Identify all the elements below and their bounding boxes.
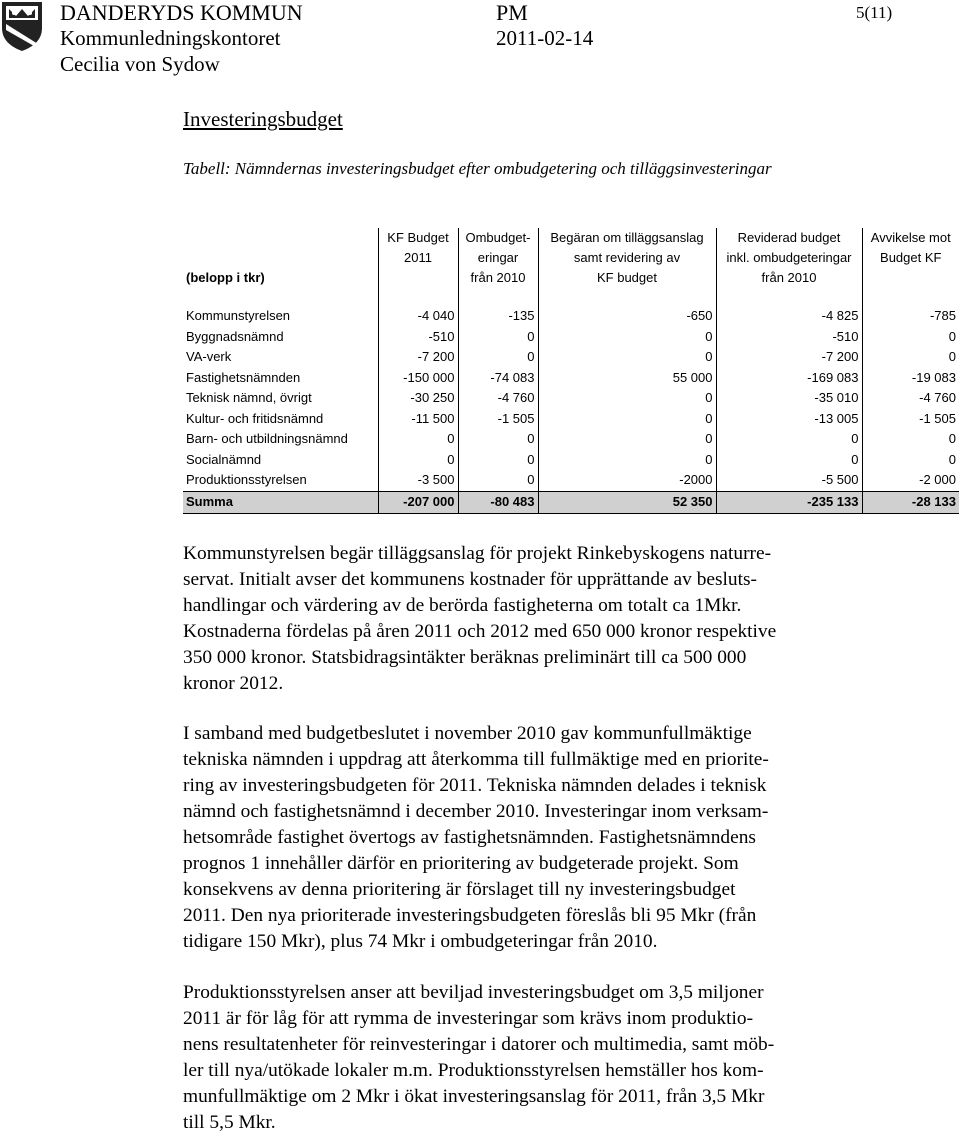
table-cell: 0 xyxy=(538,429,716,450)
author-name: Cecilia von Sydow xyxy=(60,52,220,76)
paragraph-line: till 5,5 Mkr. xyxy=(183,1112,276,1133)
organization-name: DANDERYDS KOMMUN xyxy=(60,0,303,25)
column-header-line: KF Budget xyxy=(387,230,449,245)
section-title: Investeringsbudget xyxy=(183,107,343,131)
table-cell: -510 xyxy=(378,327,458,348)
paragraph-line: ring av investeringsbudgeten för 2011. Tekniska nämnden delades i teknisk xyxy=(183,775,767,796)
table-cell: 55 000 xyxy=(538,368,716,389)
paragraph-line: prognos 1 innehåller därför en prioritering av budgeterade projekt. Som xyxy=(183,853,739,874)
table-cell: 52 350 xyxy=(538,491,716,513)
table-cell: 0 xyxy=(378,429,458,450)
municipal-crest-logo xyxy=(0,0,44,52)
paragraph-line: 2011 är för låg för att rymma de investeringar som krävs inom produktio- xyxy=(183,1008,754,1029)
table-cell: 0 xyxy=(458,450,538,471)
column-header-line: Budget KF xyxy=(880,250,942,265)
department-name: Kommunledningskontoret xyxy=(60,26,281,50)
column-header-line: Begäran om tilläggsanslag xyxy=(550,230,704,245)
table-row xyxy=(183,388,959,409)
investment-budget-table-wrapper xyxy=(183,228,959,514)
table-cell: -150 000 xyxy=(378,368,458,389)
table-caption: Tabell: Nämndernas investeringsbudget efter ombudgetering och tilläggsinvesteringar xyxy=(183,159,772,178)
table-cell: -4 760 xyxy=(458,388,538,409)
paragraph-line: tidigare 150 Mkr), plus 74 Mkr i ombudgeteringar från 2010. xyxy=(183,931,658,952)
table-cell: -5 500 xyxy=(716,470,862,491)
table-cell: 0 xyxy=(458,429,538,450)
paragraph-line: hetsområde fastighet övertogs av fastighetsnämnden. Fastighetsnämndens xyxy=(183,827,756,848)
column-header-line: Avvikelse mot xyxy=(870,230,951,245)
table-row xyxy=(183,409,959,430)
paragraph-tekniska-namnden xyxy=(183,721,960,955)
paragraph-line: nens resultatenheter för reinvesteringar i datorer och multimedia, samt möb- xyxy=(183,1034,775,1055)
paragraph-kommunstyrelsen xyxy=(183,541,960,697)
table-cell: -7 200 xyxy=(716,347,862,368)
table-body xyxy=(183,288,959,513)
table-cell: -4 825 xyxy=(716,306,862,327)
paragraph-line: tekniska nämnden i uppdrag att återkomma till fullmäktige med en priorite- xyxy=(183,749,769,770)
investment-budget-table xyxy=(183,228,959,514)
table-cell: -7 200 xyxy=(378,347,458,368)
table-row xyxy=(183,327,959,348)
table-cell: 0 xyxy=(538,347,716,368)
table-cell: 0 xyxy=(716,450,862,471)
table-cell: -650 xyxy=(538,306,716,327)
document-type: PM xyxy=(496,0,528,25)
table-row xyxy=(183,347,959,368)
table-row xyxy=(183,470,959,491)
table-cell: -2 000 xyxy=(919,472,956,488)
row-label: Kultur- och fritidsnämnd xyxy=(183,409,378,430)
paragraph-line: Kommunstyrelsen begär tilläggsanslag för projekt Rinkebyskogens naturre- xyxy=(183,543,772,564)
paragraph-line: konsekvens av denna prioritering är förslaget till ny investeringsbudget xyxy=(183,879,736,900)
row-label: Byggnadsnämnd xyxy=(183,327,378,348)
table-cell: -1 505 xyxy=(919,410,956,426)
column-header xyxy=(862,228,959,288)
table-cell: 0 xyxy=(948,328,956,344)
table-cell: -235 133 xyxy=(716,491,862,513)
paragraph-line: Kostnaderna fördelas på åren 2011 och 2012 med 650 000 kronor respektive xyxy=(183,621,777,642)
column-header-line: från 2010 xyxy=(761,270,817,285)
paragraph-line: 350 000 kronor. Statsbidragsintäkter beräknas preliminärt till ca 500 000 xyxy=(183,647,747,668)
table-cell: -80 483 xyxy=(458,491,538,513)
table-cell: -13 005 xyxy=(716,409,862,430)
table-row xyxy=(183,306,959,327)
paragraph-line: kronor 2012. xyxy=(183,673,284,694)
column-header xyxy=(458,228,538,288)
table-cell: 0 xyxy=(948,349,956,365)
table-row xyxy=(183,450,959,471)
column-header-line: 2011 xyxy=(404,250,432,265)
table-cell: 0 xyxy=(948,451,956,467)
paragraph-line: ler till nya/utökade lokaler m.m. Produktionsstyrelsen hemställer hos kom- xyxy=(183,1060,764,1081)
row-label: Teknisk nämnd, övrigt xyxy=(183,388,378,409)
paragraph-line: I samband med budgetbeslutet i november 2010 gav kommunfullmäktige xyxy=(183,723,752,744)
table-cell: 0 xyxy=(538,409,716,430)
table-cell: -785 xyxy=(929,308,956,324)
table-cell: 0 xyxy=(458,347,538,368)
table-cell: 0 xyxy=(538,327,716,348)
table-cell: -11 500 xyxy=(378,409,458,430)
paragraph-line: munfullmäktige om 2 Mkr i ökat investeringsanslag för 2011, från 3,5 Mkr xyxy=(183,1086,765,1107)
row-label: VA-verk xyxy=(183,347,378,368)
table-cell: 0 xyxy=(538,450,716,471)
table-cell: 0 xyxy=(458,327,538,348)
table-cell: -510 xyxy=(716,327,862,348)
document-date: 2011-02-14 xyxy=(496,26,594,50)
table-cell: -74 083 xyxy=(458,368,538,389)
column-header-line: inkl. ombudgeteringar xyxy=(726,250,852,265)
table-cell: 0 xyxy=(458,470,538,491)
row-label: Fastighetsnämnden xyxy=(183,368,378,389)
row-label: Produktionsstyrelsen xyxy=(183,470,378,491)
paragraph-line: 2011. Den nya prioriterade investeringsbudgeten föreslås bli 95 Mkr (från xyxy=(183,905,757,926)
table-cell: -169 083 xyxy=(716,368,862,389)
unit-label: (belopp i tkr) xyxy=(186,270,265,285)
table-cell: -30 250 xyxy=(378,388,458,409)
table-cell: 0 xyxy=(378,450,458,471)
table-cell: -2000 xyxy=(538,470,716,491)
paragraph-produktionsstyrelsen xyxy=(183,980,960,1136)
paragraph-line: nämnd och fastighetsnämnd i december 2010. Investeringar inom verksam- xyxy=(183,801,769,822)
page-number: 5(11) xyxy=(856,3,893,22)
row-label: Barn- och utbildningsnämnd xyxy=(183,429,378,450)
row-label: Summa xyxy=(183,491,378,513)
paragraph-line: servat. Initialt avser det kommunens kostnader för upprättande av besluts- xyxy=(183,569,758,590)
table-cell: 0 xyxy=(716,429,862,450)
paragraph-line: handlingar och värdering av de berörda fastigheterna om totalt ca 1Mkr. xyxy=(183,595,742,616)
table-cell: -4 760 xyxy=(919,390,956,406)
table-cell: -19 083 xyxy=(911,369,956,385)
paragraph-line: Produktionsstyrelsen anser att beviljad investeringsbudget om 3,5 miljoner xyxy=(183,982,764,1003)
table-row xyxy=(183,368,959,389)
column-header-line: från 2010 xyxy=(470,270,526,285)
column-header xyxy=(378,228,458,288)
table-cell: -135 xyxy=(458,306,538,327)
table-cell: -207 000 xyxy=(378,491,458,513)
row-label: Socialnämnd xyxy=(183,450,378,471)
table-cell: 0 xyxy=(948,431,956,447)
column-header xyxy=(538,228,716,288)
column-header xyxy=(716,228,862,288)
column-header-line: eringar xyxy=(477,250,519,265)
column-header-line: Ombudget- xyxy=(465,230,531,245)
column-header-line: KF budget xyxy=(597,270,657,285)
column-header-line: Reviderad budget xyxy=(737,230,841,245)
table-total-row xyxy=(183,491,959,513)
table-row xyxy=(183,429,959,450)
table-cell: 0 xyxy=(538,388,716,409)
table-cell: -4 040 xyxy=(378,306,458,327)
column-header-line: samt revidering av xyxy=(573,250,681,265)
table-cell: -35 010 xyxy=(716,388,862,409)
table-cell: -3 500 xyxy=(378,470,458,491)
table-cell: -1 505 xyxy=(458,409,538,430)
table-cell: -28 133 xyxy=(862,491,959,513)
row-label: Kommunstyrelsen xyxy=(183,306,378,327)
